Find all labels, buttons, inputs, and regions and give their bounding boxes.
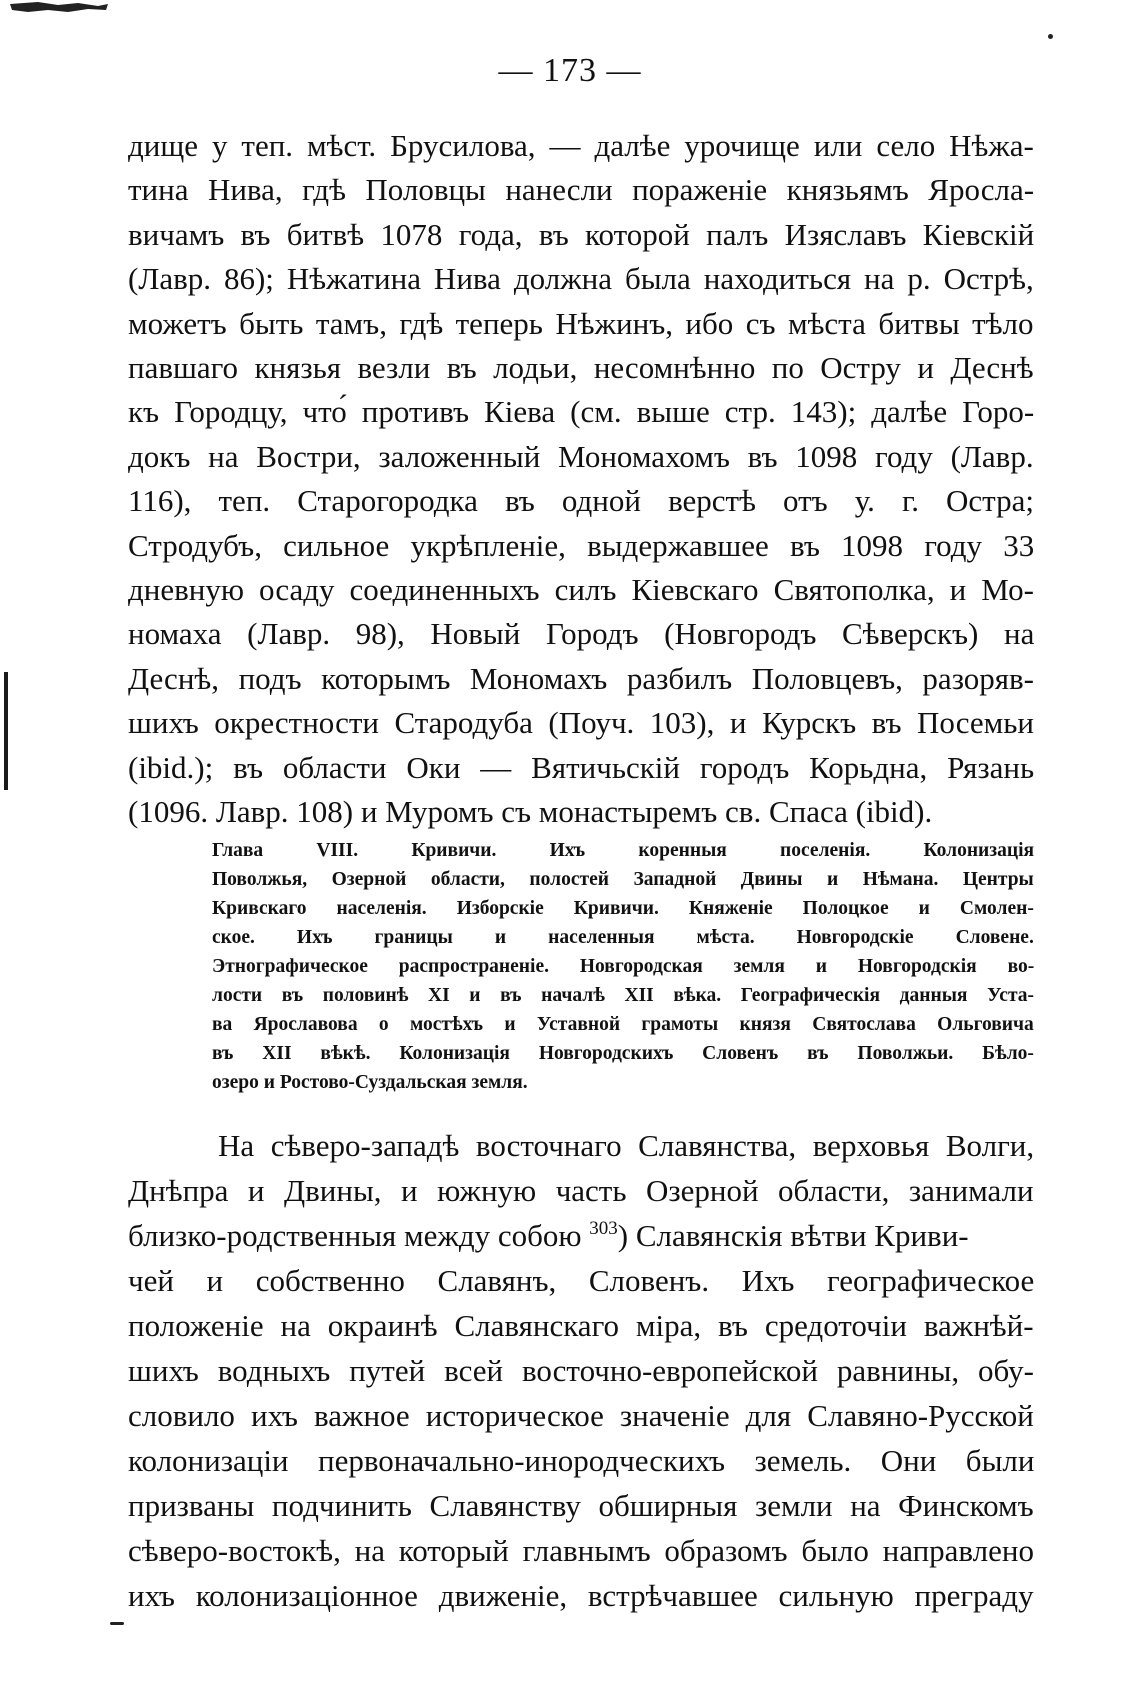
text-line: сѣверо-востокѣ, на который главнымъ образомъ было направлено [128, 1533, 1034, 1568]
summary-line: Кривскаго населенія. Изборскіе Кривичи. Княженіе Полоцкое и Смолен- [212, 898, 1034, 919]
text-line: номаха (Лавр. 98), Новый Городъ (Новгородъ Сѣверскъ) на [128, 616, 1035, 652]
summary-line: въ XII вѣкѣ. Колонизація Новгородскихъ Словенъ въ Поволжьи. Бѣло- [212, 1043, 1034, 1064]
text-line: павшаго князья везли въ лодьи, несомнѣнно по Остру и Деснѣ [128, 350, 1034, 386]
text-line: дневную осаду соединенныхъ силъ Кіевскаго Святополка, и Мо- [128, 572, 1034, 608]
paragraph-2 [128, 1123, 1034, 1618]
text-line: докъ на Востри, заложенный Мономахомъ въ 1098 году (Лавр. [128, 438, 1034, 474]
text-line: Стродубъ, сильное укрѣпленіе, выдержавшее въ 1098 году 33 [128, 527, 1035, 563]
text-line: призваны подчинить Славянству обширныя земли на Финскомъ [128, 1488, 1034, 1523]
text-line: тина Нива, гдѣ Половцы нанесли пораженіе князьямъ Яросла- [128, 172, 1035, 208]
page-number: — 173 — [498, 52, 642, 89]
summary-line: Глава VIII. Кривичи. Ихъ коренныя поселенія. Колонизація [212, 840, 1035, 861]
text-line: Деснѣ, подъ которымъ Мономахъ разбилъ Половцевъ, разоряв- [128, 660, 1034, 696]
text-line: положеніе на окраинѣ Славянскаго міра, въ средоточіи важнѣй- [128, 1308, 1034, 1343]
text-line: можетъ быть тамъ, гдѣ теперь Нѣжинъ, ибо съ мѣста битвы тѣло [128, 305, 1034, 341]
text-line: 116), теп. Старогородка въ одной верстѣ отъ у. г. Остра; [128, 483, 1034, 519]
text-line: колонизаціи первоначально-инородческихъ земель. Они были [128, 1443, 1035, 1478]
text-line: дище у теп. мѣст. Брусилова, — далѣе урочище или село Нѣжа- [128, 128, 1034, 163]
summary-line: ское. Ихъ границы и населенныя мѣста. Новгородскіе Словене. [212, 927, 1034, 948]
scan-edge-line [4, 672, 8, 790]
scan-speck [110, 1622, 124, 1625]
text-line: словило ихъ важное историческое значеніе для Славяно-Русской [128, 1398, 1034, 1433]
scan-speck [1048, 34, 1053, 39]
footnote-ref[interactable]: 303 [589, 1218, 618, 1239]
text-line: (1096. Лавр. 108) и Муромъ съ монастыремъ св. Спаса (ibid). [128, 794, 933, 830]
text-line: Днѣпра и Двины, и южную часть Озерной области, занимали [128, 1173, 1034, 1208]
paragraph-1 [128, 124, 1034, 835]
text-line: ихъ колонизаціонное движеніе, встрѣчавшее сильную преграду [128, 1578, 1034, 1613]
text-line: На сѣверо-западѣ восточнаго Славянства, верховья Волги, [218, 1128, 1035, 1163]
text-line: шихъ водныхъ путей всей восточно-европейской равнины, обу- [128, 1353, 1034, 1388]
summary-line: Этнографическое распространеніе. Новгородская земля и Новгородскія во- [212, 956, 1035, 977]
summary-line: лости въ половинѣ XI и въ началѣ XII вѣка. Географическія данныя Уста- [212, 985, 1035, 1006]
text-line: чей и собственно Славянъ, Словенъ. Ихъ географическое [128, 1263, 1035, 1298]
text-line: (Лавр. 86); Нѣжатина Нива должна была находиться на р. Острѣ, [128, 261, 1034, 297]
text-line: къ Городцу, что́ противъ Кіева (см. выше стр. 143); далѣе Горо- [128, 394, 1035, 430]
summary-line: ва Ярославова о мостѣхъ и Уставной грамоты князя Святослава Ольговича [212, 1014, 1034, 1035]
text-line: близко-родственныя между собою $^{303}$) Славянскія вѣтви Криви- [128, 1218, 969, 1253]
text-line: вичамъ въ битвѣ 1078 года, въ которой палъ Изяславъ Кіевскій [128, 216, 1035, 252]
chapter-summary [212, 836, 1034, 1097]
summary-line: озеро и Ростово-Суздальская земля. [212, 1072, 528, 1093]
scan-artifact-top-left [8, 0, 128, 16]
text-line: шихъ окрестности Стародуба (Поуч. 103), и Курскъ въ Посемьи [128, 705, 1034, 741]
text-line: (ibid.); въ области Оки — Вятичьскій городъ Корьдна, Рязань [128, 749, 1035, 785]
summary-line: Поволжья, Озерной области, полостей Западной Двины и Нѣмана. Центры [212, 869, 1034, 890]
